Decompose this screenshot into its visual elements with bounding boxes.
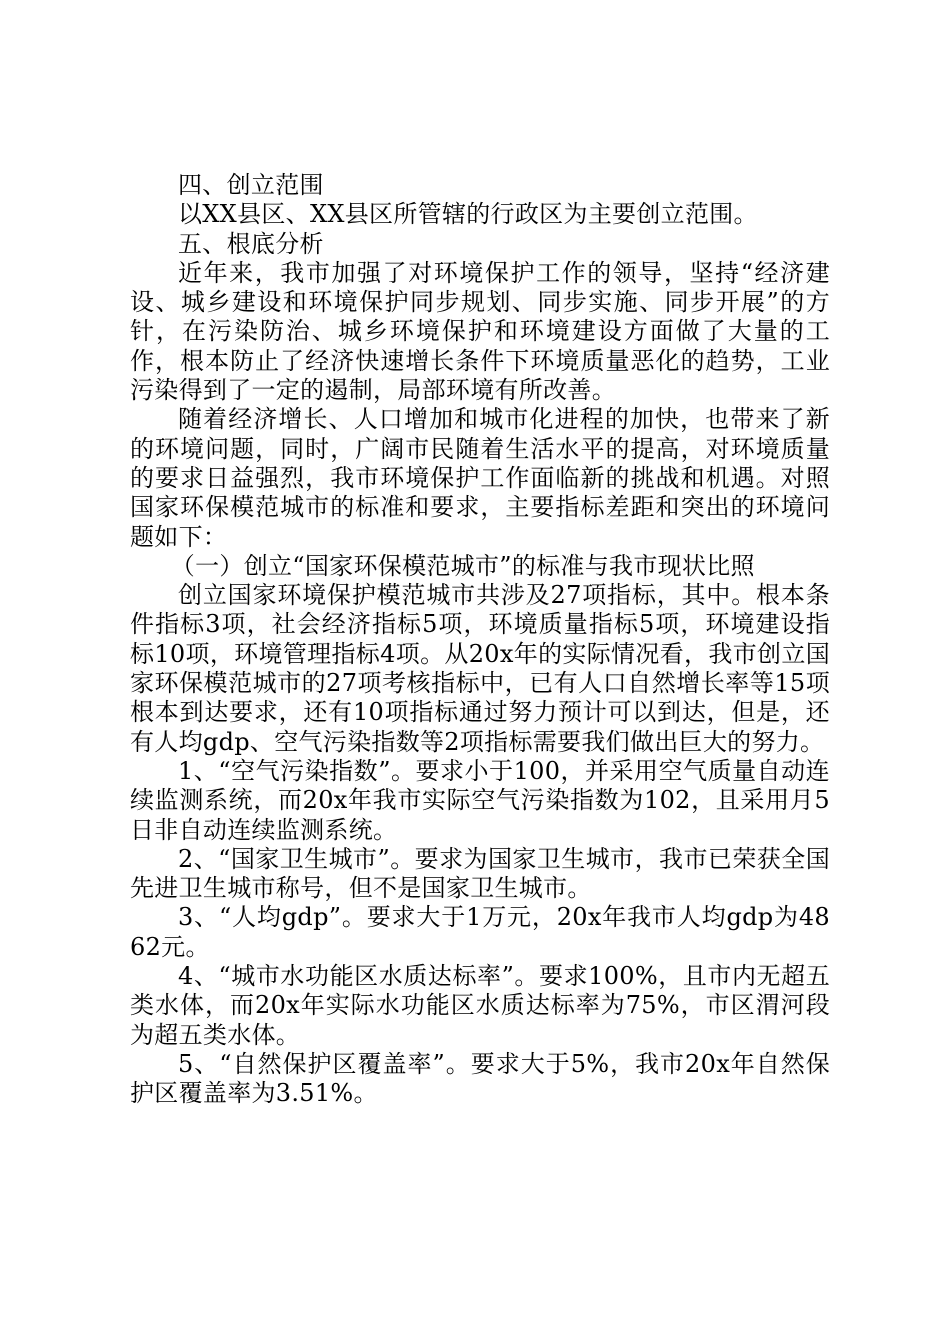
- paragraph-growth: 随着经济增长、人口增加和城市化进程的加快，也带来了新的环境问题，同时，广阔市民随着生活水平的提高，对环境质量的要求日益强烈，我市环境保护工作面临新的挑战和机遇。对照国家环保模范城市的标准和要求，主要指标差距和突出的环境问题如下：: [130, 405, 830, 551]
- item-water-quality: 4、“城市水功能区水质达标率”。要求100%，且市内无超五类水体，而20x年实际水功能区水质达标率为75%，市区渭河段为超五类水体。: [130, 962, 830, 1049]
- heading-scope: 四、创立范围: [178, 171, 324, 199]
- paragraph-indicators: 创立国家环境保护模范城市共涉及27项指标，其中。根本条件指标3项，社会经济指标5项，环境质量指标5项，环境建设指标10项，环境管理指标4项。从20x年的实际情况看，我市创立国家环保模范城市的27项考核指标中，已有人口自然增长率等15项根本到达要求，还有10项指标通过努力预计可以到达，但是，还有人均gdp、空气污染指数等2项指标需要我们做出巨大的努力。: [130, 581, 830, 756]
- paragraph-recent-years: 近年来，我市加强了对环境保护工作的领导，坚持“经济建设、城乡建设和环境保护同步规划、同步实施、同步开展”的方针，在污染防治、城乡环境保护和环境建设方面做了大量的工作，根本防止了经济快速增长条件下环境质量恶化的趋势，工业污染得到了一定的遏制，局部环境有所改善。: [130, 258, 830, 405]
- document-body: [130, 171, 830, 1109]
- subheading-comparison: （一）创立“国家环保模范城市”的标准与我市现状比照: [170, 551, 755, 580]
- paragraph-scope: 以XX县区、XX县区所管辖的行政区为主要创立范围。: [178, 200, 758, 229]
- item-air-pollution: 1、“空气污染指数”。要求小于100，并采用空气质量自动连续监测系统，而20x年我市实际空气污染指数为102，且采用月5日非自动连续监测系统。: [130, 756, 830, 844]
- heading-analysis: 五、根底分析: [178, 229, 324, 258]
- item-sanitary-city: 2、“国家卫生城市”。要求为国家卫生城市，我市已荣获全国先进卫生城市称号，但不是国家卫生城市。: [130, 844, 830, 903]
- item-gdp-per-capita: 3、“人均gdp”。要求大于1万元，20x年我市人均gdp为4862元。: [130, 903, 830, 961]
- item-nature-reserve: 5、“自然保护区覆盖率”。要求大于5%，我市20x年自然保护区覆盖率为3.51%。: [130, 1049, 830, 1108]
